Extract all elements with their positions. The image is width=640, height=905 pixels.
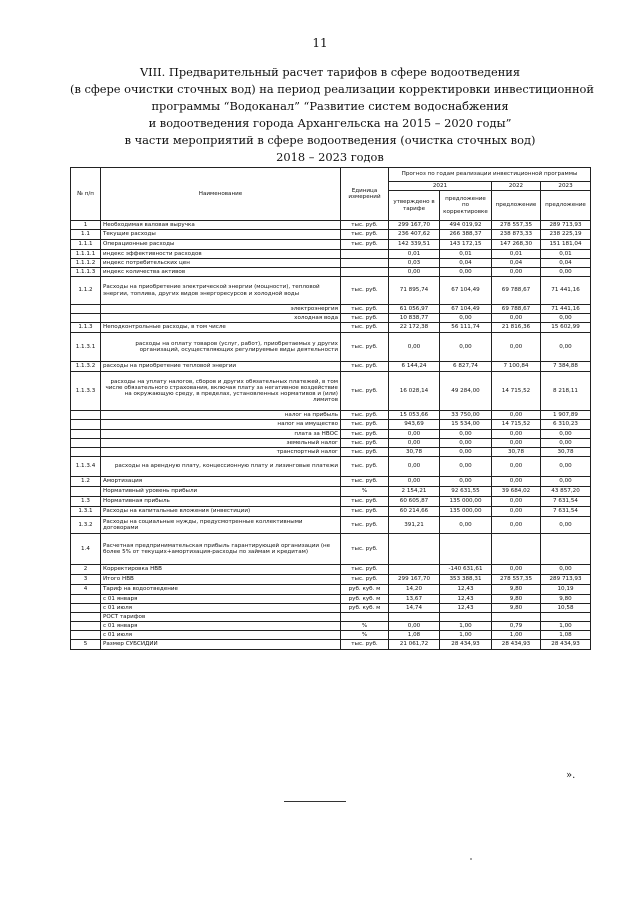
value-2021-approved: 0,00 (389, 268, 440, 277)
table-row (71, 585, 591, 595)
row-unit: тыс. руб. (341, 420, 389, 430)
row-unit: тыс. руб. (341, 323, 389, 333)
value-2021-approved: 60 214,66 (389, 507, 440, 517)
value-2022-proposal: 9,80 (492, 595, 541, 604)
value-2021-proposal: 353 388,31 (440, 575, 492, 585)
value-2023-proposal: 71 441,16 (541, 277, 591, 305)
row-unit: тыс. руб. (341, 277, 389, 305)
row-name: плата за НВОС (101, 430, 341, 439)
row-name: индекс эффективности расходов (101, 250, 341, 259)
value-2022-proposal: 0,04 (492, 259, 541, 268)
title-line: в части мероприятий в сфере водоотведения (очистка сточных вод) (124, 133, 536, 147)
row-name: Операционные расходы (101, 240, 341, 250)
header-proposal-correction: предложение по корректировке (440, 191, 492, 221)
row-number: 1.1.1.3 (71, 268, 101, 277)
value-2021-proposal: 15 534,00 (440, 420, 492, 430)
value-2021-approved: 2 154,21 (389, 487, 440, 497)
value-2023-proposal: 0,01 (541, 250, 591, 259)
value-2022-proposal: 14 715,52 (492, 372, 541, 411)
value-2021-proposal: 0,00 (440, 268, 492, 277)
title-line: (в сфере очистки сточных вод) на период реализации корректировки инвестиционной (70, 82, 595, 96)
table-row (71, 268, 591, 277)
row-unit: тыс. руб. (341, 240, 389, 250)
value-2023-proposal: 9,80 (541, 595, 591, 604)
row-number: 1.1.3.3 (71, 372, 101, 411)
table-body (71, 221, 591, 650)
row-unit: тыс. руб. (341, 517, 389, 534)
header-proposal-2023: предложение (541, 191, 591, 221)
value-2023-proposal: 151 181,04 (541, 240, 591, 250)
value-2021-approved: 21 061,72 (389, 640, 440, 650)
row-name: налог на прибыль (101, 411, 341, 420)
row-number: 1.1.3.2 (71, 362, 101, 372)
value-2022-proposal: 0,79 (492, 622, 541, 631)
value-2021-proposal: 494 019,92 (440, 221, 492, 230)
value-2021-approved: 13,67 (389, 595, 440, 604)
value-2021-proposal: 0,00 (440, 448, 492, 457)
value-2023-proposal: 1,08 (541, 631, 591, 640)
table-row (71, 448, 591, 457)
header-year-2023: 2023 (541, 182, 591, 191)
value-2021-proposal: 12,43 (440, 595, 492, 604)
table-row (71, 305, 591, 314)
value-2022-proposal: 0,00 (492, 439, 541, 448)
row-name: Нормативный уровень прибыли (101, 487, 341, 497)
value-2021-proposal: 0,01 (440, 250, 492, 259)
table-row (71, 575, 591, 585)
value-2023-proposal: 0,00 (541, 477, 591, 487)
row-number (71, 613, 101, 622)
value-2023-proposal: 10,19 (541, 585, 591, 595)
row-name: Размер СУБСИДИИ (101, 640, 341, 650)
value-2021-proposal: 0,04 (440, 259, 492, 268)
value-2022-proposal: 0,00 (492, 411, 541, 420)
table-row (71, 333, 591, 362)
value-2022-proposal: 9,80 (492, 585, 541, 595)
table-row (71, 259, 591, 268)
value-2022-proposal: 0,00 (492, 430, 541, 439)
value-2021-proposal: 135 000,00 (440, 497, 492, 507)
value-2021-approved: 0,03 (389, 259, 440, 268)
table-row (71, 497, 591, 507)
row-number (71, 448, 101, 457)
value-2021-approved: 6 144,24 (389, 362, 440, 372)
table-row (71, 534, 591, 565)
row-unit: тыс. руб. (341, 575, 389, 585)
row-number: 1.1.3.1 (71, 333, 101, 362)
row-number (71, 411, 101, 420)
value-2021-proposal: 0,00 (440, 314, 492, 323)
header-unit: Единица измерений (341, 168, 389, 221)
value-2023-proposal: 8 218,11 (541, 372, 591, 411)
value-2022-proposal: 9,80 (492, 604, 541, 613)
value-2023-proposal: 71 441,16 (541, 305, 591, 314)
value-2022-proposal: 14 715,52 (492, 420, 541, 430)
header-forecast: Прогноз по годам реализации инвестиционной программы (389, 168, 591, 182)
value-2022-proposal: 28 434,93 (492, 640, 541, 650)
value-2023-proposal: 0,00 (541, 439, 591, 448)
table-row (71, 622, 591, 631)
row-unit: тыс. руб. (341, 333, 389, 362)
row-name: Корректировка НВВ (101, 565, 341, 575)
row-unit: тыс. руб. (341, 372, 389, 411)
row-name: РОСТ тарифов (101, 613, 341, 622)
row-number (71, 439, 101, 448)
value-2021-approved: 30,78 (389, 448, 440, 457)
row-unit (341, 259, 389, 268)
value-2022-proposal: 1,00 (492, 631, 541, 640)
row-unit (341, 268, 389, 277)
value-2022-proposal: 0,00 (492, 314, 541, 323)
value-2022-proposal: 0,00 (492, 268, 541, 277)
value-2021-proposal (440, 613, 492, 622)
value-2021-approved: 299 167,70 (389, 221, 440, 230)
row-name: Амортизация (101, 477, 341, 487)
value-2023-proposal: 10,58 (541, 604, 591, 613)
value-2023-proposal (541, 613, 591, 622)
row-unit: тыс. руб. (341, 534, 389, 565)
row-unit: тыс. руб. (341, 430, 389, 439)
table-row (71, 487, 591, 497)
row-number (71, 631, 101, 640)
value-2021-approved: 0,00 (389, 430, 440, 439)
header-name: Наименование (101, 168, 341, 221)
row-name: расходы на оплату товаров (услуг, работ), приобретаемых у других организаций, осуществляющих регулируемые виды деятельности (101, 333, 341, 362)
row-unit: руб. куб. м (341, 585, 389, 595)
value-2021-approved: 299 167,70 (389, 575, 440, 585)
value-2023-proposal: 0,00 (541, 333, 591, 362)
table-row (71, 221, 591, 230)
row-number (71, 314, 101, 323)
value-2022-proposal: 0,00 (492, 333, 541, 362)
row-name: расходы на уплату налогов, сборов и других обязательных платежей, в том числе обязательного страхования, включая плату за негативное воздействие на окружающую среду, в пределах, установленных нормативов и (или) лимитов (101, 372, 341, 411)
value-2021-approved: 10 838,77 (389, 314, 440, 323)
table-row (71, 507, 591, 517)
row-name: с 01 июля (101, 604, 341, 613)
value-2021-approved: 236 407,62 (389, 230, 440, 240)
table-header (71, 168, 591, 221)
table-row (71, 250, 591, 259)
value-2023-proposal: 0,00 (541, 430, 591, 439)
value-2021-proposal: 67 104,49 (440, 305, 492, 314)
value-2021-proposal: 0,00 (440, 517, 492, 534)
row-number: 1 (71, 221, 101, 230)
value-2021-approved (389, 534, 440, 565)
header-year-2022: 2022 (492, 182, 541, 191)
value-2021-approved: 391,21 (389, 517, 440, 534)
value-2021-approved: 0,00 (389, 439, 440, 448)
row-number: 1.1.1 (71, 240, 101, 250)
value-2022-proposal: 238 873,33 (492, 230, 541, 240)
row-name: индекс количества активов (101, 268, 341, 277)
row-name: Неподконтрольные расходы, в том числе (101, 323, 341, 333)
row-number (71, 622, 101, 631)
footer-rule (284, 801, 346, 802)
title-line: VIII. Предварительный расчет тарифов в сфере водоотведения (139, 65, 521, 79)
value-2023-proposal: 7 631,54 (541, 497, 591, 507)
value-2021-approved: 0,00 (389, 457, 440, 477)
value-2021-approved: 16 028,14 (389, 372, 440, 411)
table-row (71, 595, 591, 604)
value-2021-proposal: 0,00 (440, 457, 492, 477)
row-name: налог на имущество (101, 420, 341, 430)
row-unit: тыс. руб. (341, 411, 389, 420)
row-number (71, 305, 101, 314)
table-row (71, 477, 591, 487)
row-unit: руб. куб. м (341, 604, 389, 613)
value-2023-proposal: 28 434,93 (541, 640, 591, 650)
value-2022-proposal: 147 268,30 (492, 240, 541, 250)
row-name: расходы на приобретение тепловой энергии (101, 362, 341, 372)
document-title (70, 64, 595, 166)
row-name: индекс потребительских цен (101, 259, 341, 268)
value-2021-proposal: 0,00 (440, 430, 492, 439)
table-row (71, 277, 591, 305)
row-number: 1.2 (71, 477, 101, 487)
value-2021-proposal: 6 827,74 (440, 362, 492, 372)
row-number: 1.3.2 (71, 517, 101, 534)
row-name: электроэнергия (101, 305, 341, 314)
row-unit: тыс. руб. (341, 507, 389, 517)
row-unit: тыс. руб. (341, 439, 389, 448)
value-2021-approved: 142 339,51 (389, 240, 440, 250)
closing-mark: ». (566, 770, 576, 781)
row-number: 1.1 (71, 230, 101, 240)
value-2021-approved: 1,08 (389, 631, 440, 640)
value-2021-proposal: 67 104,49 (440, 277, 492, 305)
table-row (71, 323, 591, 333)
row-number (71, 595, 101, 604)
row-unit: тыс. руб. (341, 362, 389, 372)
table-row (71, 420, 591, 430)
row-number (71, 420, 101, 430)
row-number: 2 (71, 565, 101, 575)
header-proposal-2022: предложение (492, 191, 541, 221)
table-row (71, 230, 591, 240)
row-unit: тыс. руб. (341, 305, 389, 314)
value-2022-proposal: 0,00 (492, 457, 541, 477)
value-2023-proposal: 0,00 (541, 565, 591, 575)
row-unit: тыс. руб. (341, 497, 389, 507)
row-number: 1.1.3.4 (71, 457, 101, 477)
row-name: Текущие расходы (101, 230, 341, 240)
value-2021-approved (389, 613, 440, 622)
row-name: Расчетная предпринимательская прибыль гарантирующей организации (не более 5% от текущих+амортизация-расходы по займам и кредитам) (101, 534, 341, 565)
value-2022-proposal: 0,00 (492, 497, 541, 507)
value-2021-approved: 71 895,74 (389, 277, 440, 305)
row-unit: руб. куб. м (341, 595, 389, 604)
table-row (71, 314, 591, 323)
value-2021-approved: 0,00 (389, 333, 440, 362)
value-2021-proposal: 56 111,74 (440, 323, 492, 333)
row-unit: тыс. руб. (341, 457, 389, 477)
value-2023-proposal: 7 631,54 (541, 507, 591, 517)
row-number: 1.3 (71, 497, 101, 507)
row-number: 5 (71, 640, 101, 650)
value-2022-proposal: 0,00 (492, 477, 541, 487)
table-row (71, 240, 591, 250)
value-2022-proposal: 39 684,02 (492, 487, 541, 497)
row-number: 3 (71, 575, 101, 585)
row-unit: % (341, 622, 389, 631)
value-2021-proposal: 135 000,00 (440, 507, 492, 517)
value-2021-approved: 0,01 (389, 250, 440, 259)
value-2023-proposal: 30,78 (541, 448, 591, 457)
table-row (71, 565, 591, 575)
header-num: № п/п (71, 168, 101, 221)
table-row (71, 457, 591, 477)
row-name: Тариф на водоотведение (101, 585, 341, 595)
value-2021-approved: 22 172,38 (389, 323, 440, 333)
row-number: 4 (71, 585, 101, 595)
row-name: земельный налог (101, 439, 341, 448)
row-number (71, 487, 101, 497)
value-2021-proposal: 49 284,00 (440, 372, 492, 411)
value-2021-proposal: 0,00 (440, 333, 492, 362)
value-2021-proposal: -140 631,61 (440, 565, 492, 575)
value-2021-approved: 0,00 (389, 477, 440, 487)
value-2022-proposal (492, 613, 541, 622)
title-line: и водоотведения города Архангельска на 2015 – 2020 годы” (148, 116, 512, 130)
row-unit (341, 250, 389, 259)
value-2023-proposal: 0,00 (541, 268, 591, 277)
value-2021-proposal: 1,00 (440, 631, 492, 640)
row-name: с 01 июля (101, 631, 341, 640)
row-unit: тыс. руб. (341, 314, 389, 323)
value-2023-proposal: 0,00 (541, 314, 591, 323)
value-2023-proposal: 1 907,89 (541, 411, 591, 420)
value-2023-proposal: 0,00 (541, 457, 591, 477)
table-row (71, 604, 591, 613)
value-2021-proposal: 28 434,93 (440, 640, 492, 650)
title-line: программы “Водоканал” “Развитие систем водоснабжения (151, 99, 509, 113)
value-2021-approved: 14,20 (389, 585, 440, 595)
value-2022-proposal: 7 100,84 (492, 362, 541, 372)
value-2023-proposal: 1,00 (541, 622, 591, 631)
value-2022-proposal: 278 557,35 (492, 575, 541, 585)
value-2023-proposal: 0,04 (541, 259, 591, 268)
value-2021-proposal (440, 534, 492, 565)
value-2023-proposal: 289 713,93 (541, 221, 591, 230)
row-unit (341, 613, 389, 622)
value-2023-proposal: 289 713,93 (541, 575, 591, 585)
value-2023-proposal: 7 384,88 (541, 362, 591, 372)
row-name: Итого НВВ (101, 575, 341, 585)
tariff-table (70, 167, 591, 650)
value-2022-proposal: 69 788,67 (492, 305, 541, 314)
table-row (71, 439, 591, 448)
table-row (71, 411, 591, 420)
value-2022-proposal (492, 534, 541, 565)
row-name: транспортный налог (101, 448, 341, 457)
value-2023-proposal: 15 602,99 (541, 323, 591, 333)
value-2022-proposal: 21 816,36 (492, 323, 541, 333)
value-2023-proposal: 43 857,20 (541, 487, 591, 497)
row-name: расходы на арендную плату, концессионную плату и лизинговые платежи (101, 457, 341, 477)
table-row (71, 372, 591, 411)
value-2021-approved: 943,69 (389, 420, 440, 430)
row-name: с 01 января (101, 595, 341, 604)
table-row (71, 613, 591, 622)
table-row (71, 362, 591, 372)
value-2022-proposal: 0,00 (492, 517, 541, 534)
value-2021-approved: 0,00 (389, 622, 440, 631)
row-name: с 01 января (101, 622, 341, 631)
row-unit: тыс. руб. (341, 565, 389, 575)
value-2022-proposal: 0,00 (492, 507, 541, 517)
value-2022-proposal: 0,01 (492, 250, 541, 259)
value-2022-proposal: 30,78 (492, 448, 541, 457)
row-name: Расходы на капитальные вложения (инвестиции) (101, 507, 341, 517)
row-name: Нормативная прибыль (101, 497, 341, 507)
row-unit: тыс. руб. (341, 477, 389, 487)
scan-dot (470, 858, 472, 860)
value-2023-proposal: 238 225,19 (541, 230, 591, 240)
row-unit: тыс. руб. (341, 448, 389, 457)
row-unit: тыс. руб. (341, 640, 389, 650)
value-2021-approved: 60 605,87 (389, 497, 440, 507)
row-name: холодная вода (101, 314, 341, 323)
value-2023-proposal: 0,00 (541, 517, 591, 534)
value-2021-proposal: 0,00 (440, 439, 492, 448)
row-name: Расходы на социальные нужды, предусмотренные коллективными договорами (101, 517, 341, 534)
row-number (71, 430, 101, 439)
table-row (71, 517, 591, 534)
value-2022-proposal: 278 557,35 (492, 221, 541, 230)
value-2021-approved: 61 056,97 (389, 305, 440, 314)
row-number: 1.1.1.2 (71, 259, 101, 268)
header-approved: утверждено в тарифе (389, 191, 440, 221)
value-2021-proposal: 266 388,37 (440, 230, 492, 240)
row-name: Необходимая валовая выручка (101, 221, 341, 230)
value-2021-approved: 15 053,66 (389, 411, 440, 420)
value-2021-approved: 14,74 (389, 604, 440, 613)
table-row (71, 640, 591, 650)
value-2021-proposal: 1,00 (440, 622, 492, 631)
title-line: 2018 – 2023 годов (276, 150, 384, 164)
value-2021-proposal: 143 172,15 (440, 240, 492, 250)
table-row (71, 430, 591, 439)
value-2021-proposal: 92 631,55 (440, 487, 492, 497)
row-unit: тыс. руб. (341, 221, 389, 230)
row-number: 1.1.3 (71, 323, 101, 333)
value-2023-proposal: 6 310,23 (541, 420, 591, 430)
row-number: 1.4 (71, 534, 101, 565)
value-2021-proposal: 12,43 (440, 585, 492, 595)
row-unit: % (341, 487, 389, 497)
value-2021-proposal: 12,43 (440, 604, 492, 613)
row-number: 1.1.2 (71, 277, 101, 305)
value-2021-approved (389, 565, 440, 575)
row-number: 1.3.1 (71, 507, 101, 517)
value-2023-proposal (541, 534, 591, 565)
value-2021-proposal: 0,00 (440, 477, 492, 487)
page-number: 11 (312, 36, 328, 50)
table-row (71, 631, 591, 640)
header-year-2021: 2021 (389, 182, 492, 191)
value-2021-proposal: 33 750,00 (440, 411, 492, 420)
value-2022-proposal: 69 788,67 (492, 277, 541, 305)
row-number (71, 604, 101, 613)
row-name: Расходы на приобретение электрической энергии (мощности), тепловой энергии, топлива, других видов энергоресурсов и холодной воды (101, 277, 341, 305)
row-unit: % (341, 631, 389, 640)
row-number: 1.1.1.1 (71, 250, 101, 259)
row-unit: тыс. руб. (341, 230, 389, 240)
value-2022-proposal: 0,00 (492, 565, 541, 575)
